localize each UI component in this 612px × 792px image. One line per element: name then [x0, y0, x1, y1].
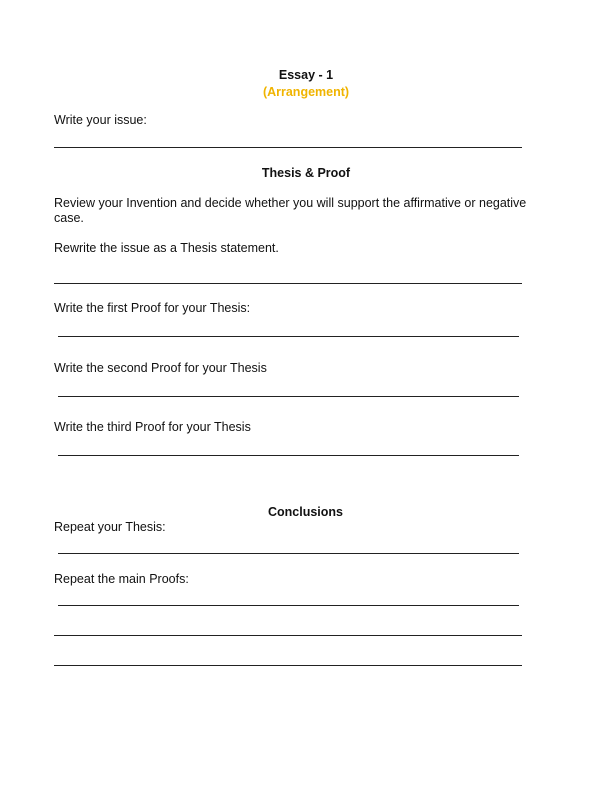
review-instruction: Review your Invention and decide whether you will support the affirmative or negative case. — [54, 196, 527, 225]
repeat-proof-answer-line-1[interactable] — [58, 605, 519, 606]
repeat-proof-answer-line-3[interactable] — [54, 665, 522, 666]
thesis-answer-line[interactable] — [54, 283, 522, 284]
thesis-heading: Thesis & Proof — [261, 166, 351, 180]
rewrite-instruction: Rewrite the issue as a Thesis statement. — [54, 241, 279, 255]
repeat-proof-answer-line-2[interactable] — [54, 635, 522, 636]
second-proof-answer-line[interactable] — [58, 396, 519, 397]
third-proof-prompt: Write the third Proof for your Thesis — [54, 420, 251, 434]
first-proof-answer-line[interactable] — [58, 336, 519, 337]
repeat-thesis-prompt: Repeat your Thesis: — [54, 520, 166, 534]
issue-prompt: Write your issue: — [54, 113, 147, 127]
repeat-thesis-answer-line[interactable] — [58, 553, 519, 554]
repeat-proofs-prompt: Repeat the main Proofs: — [54, 572, 189, 586]
conclusions-heading: Conclusions — [268, 505, 344, 519]
issue-answer-line[interactable] — [54, 147, 522, 148]
page-title: Essay - 1 — [278, 68, 334, 82]
second-proof-prompt: Write the second Proof for your Thesis — [54, 361, 267, 375]
first-proof-prompt: Write the first Proof for your Thesis: — [54, 301, 251, 315]
third-proof-answer-line[interactable] — [58, 455, 519, 456]
page-subtitle: (Arrangement) — [262, 85, 350, 99]
